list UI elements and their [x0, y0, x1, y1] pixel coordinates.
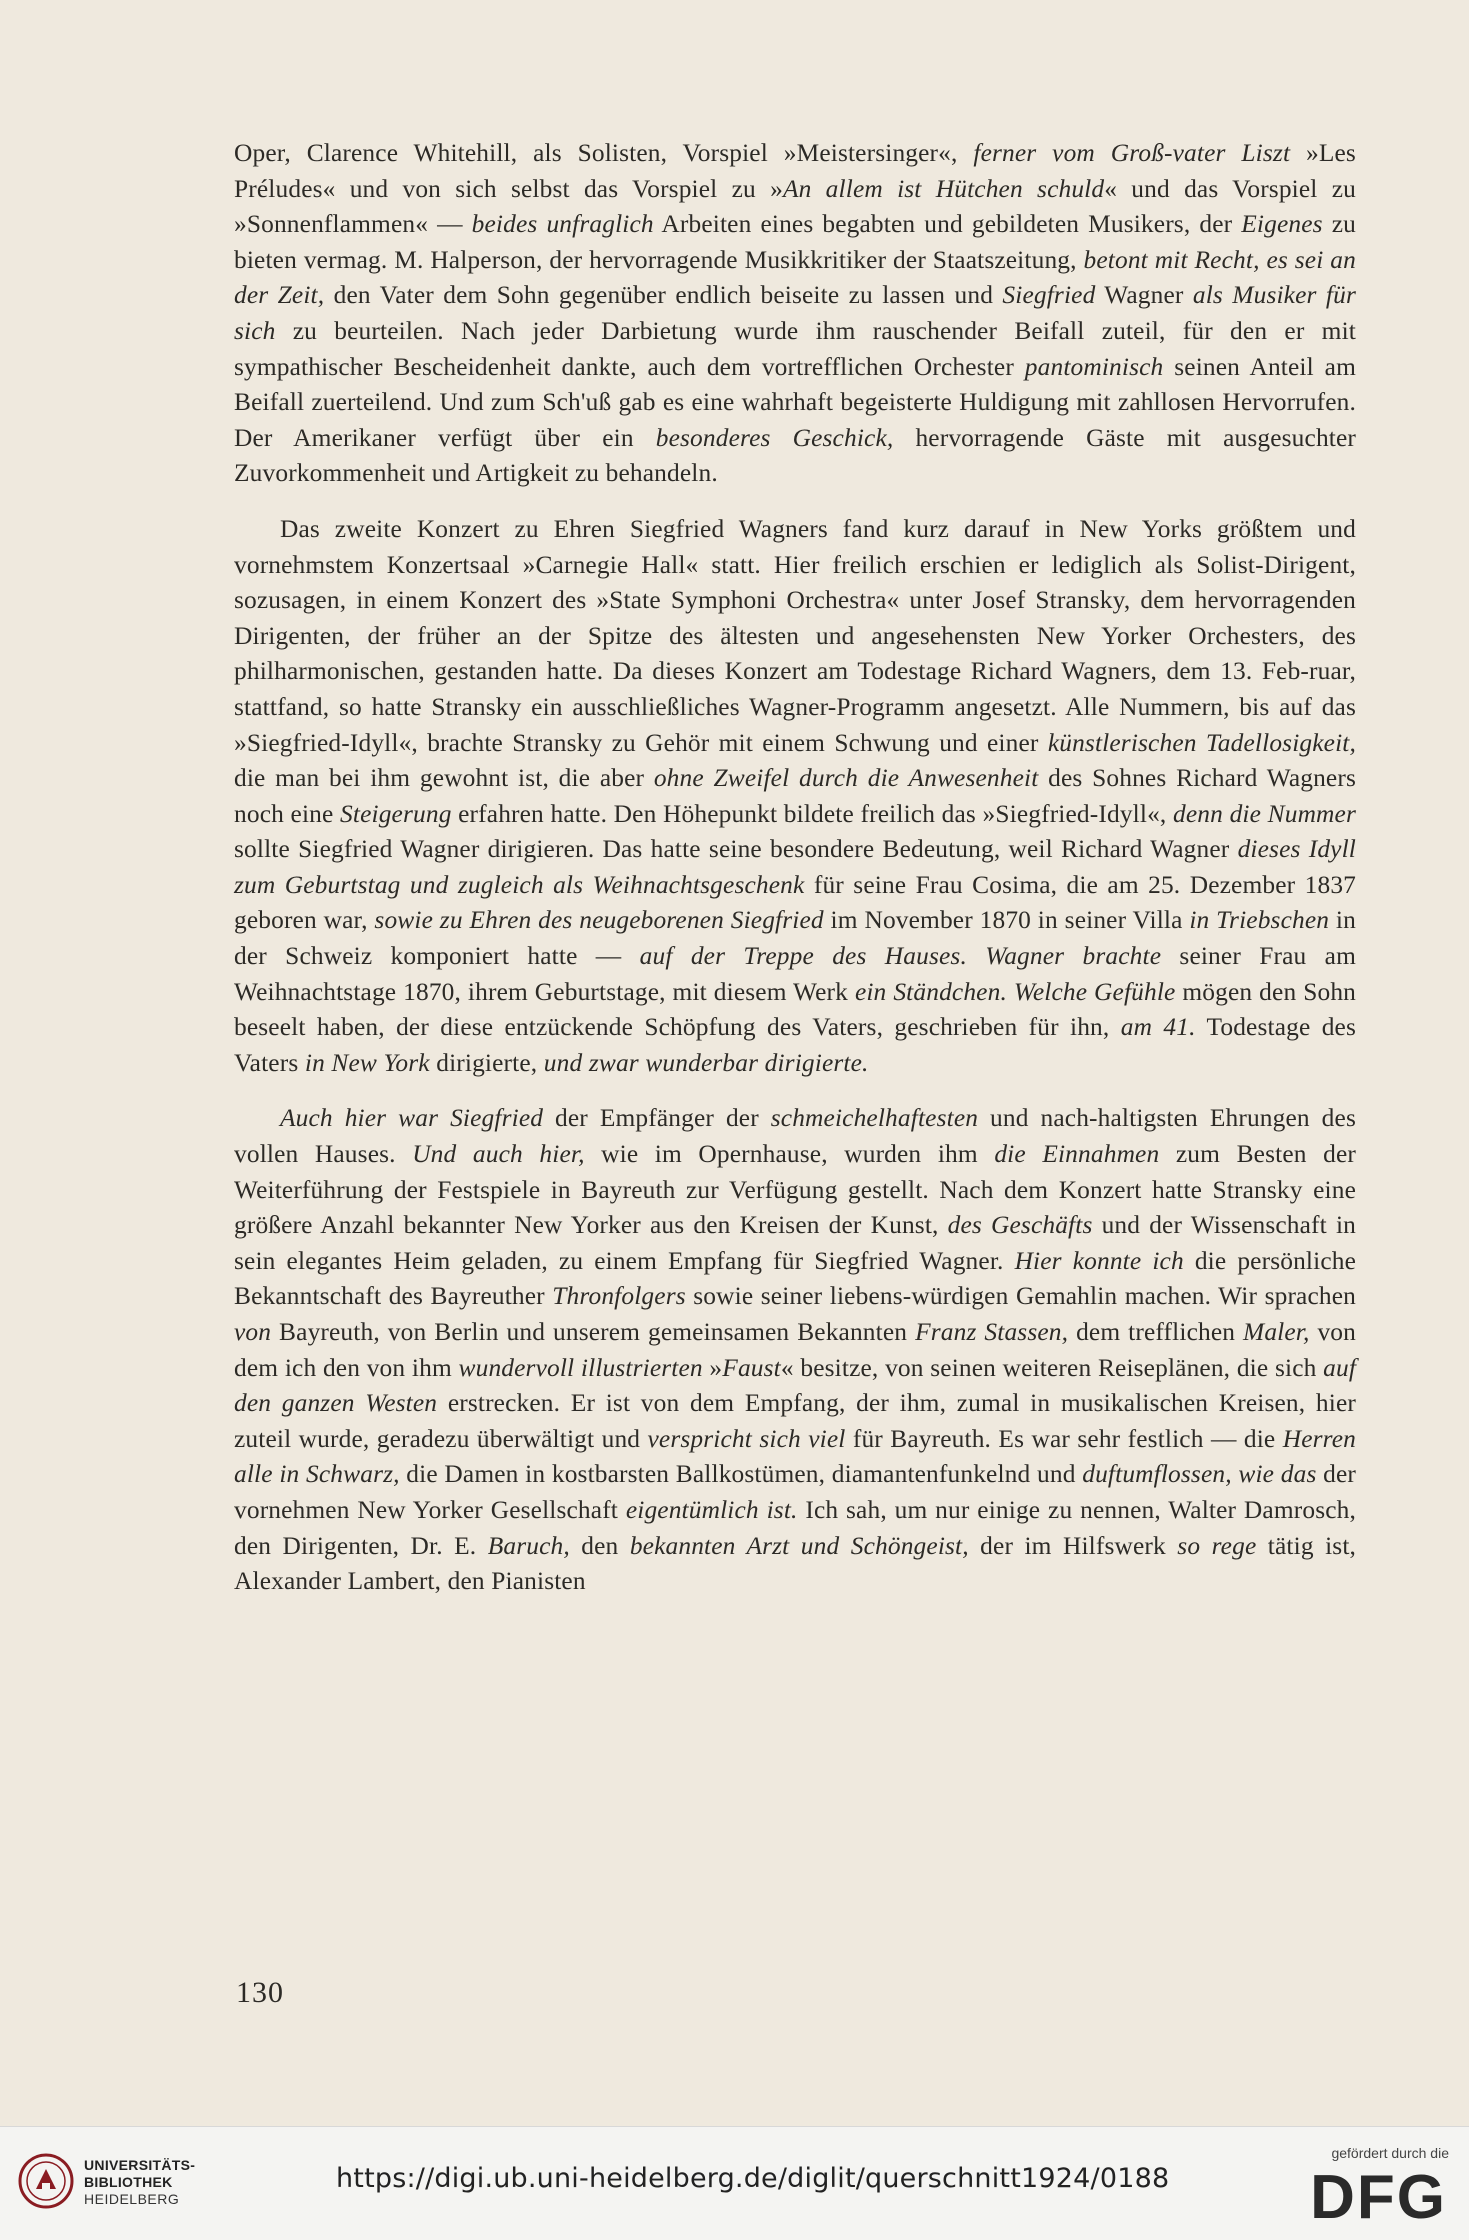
library-name-line-2: BIBLIOTHEK — [84, 2174, 173, 2190]
italic-text-segment: An allem ist Hütchen schuld — [782, 174, 1105, 203]
italic-text-segment: so rege — [1177, 1531, 1257, 1560]
italic-text-segment: von — [234, 1318, 272, 1346]
paragraph-1 — [234, 136, 1356, 492]
italic-text-segment: die Einnahmen — [994, 1140, 1160, 1169]
italic-text-segment: Faust — [722, 1353, 781, 1382]
italic-text-segment: duftumflossen, wie das — [1082, 1460, 1317, 1489]
text-segment: tätig ist, Alexander Lambert, den Pianisten — [234, 1531, 1357, 1596]
italic-text-segment: eigentümlich ist. — [625, 1495, 798, 1524]
text-segment: zu bieten vermag. M. Halperson, der hervorragende Musikkritiker der Staatszeitung, — [234, 210, 1356, 274]
text-segment: seinen Anteil am Beifall zuerteilend. Und zum Sch'uß gab es eine wahrhaft begeisterte Huldigung mit zahllosen Hervorrufen. Der Amerikaner verfügt über ein — [234, 352, 1356, 452]
italic-text-segment: in New York — [304, 1048, 430, 1077]
text-segment: für Bayreuth. Es war sehr festlich — die — [845, 1424, 1283, 1453]
text-segment: den — [569, 1531, 630, 1560]
italic-text-segment: Auch hier war Siegfried — [280, 1104, 544, 1133]
library-name-line-1: UNIVERSITÄTS- — [84, 2157, 196, 2173]
italic-text-segment: besonderes Geschick, — [655, 423, 894, 452]
text-segment: sowie seiner liebens-würdigen Gemahlin machen. Wir sprachen — [685, 1282, 1356, 1311]
text-segment: dirigierte, — [429, 1048, 544, 1077]
text-segment: in der Schweiz komponiert hatte — — [234, 906, 1356, 971]
text-segment: für seine Frau Cosima, die am 25. Dezember 1837 geboren war, — [234, 870, 1357, 935]
library-name-line-3: HEIDELBERG — [84, 2191, 180, 2207]
text-segment: Oper, Clarence Whitehill, als Solisten, Vorspiel »Meistersinger«, — [234, 139, 974, 167]
italic-text-segment: bekannten Arzt und Schöngeist, — [629, 1531, 969, 1560]
text-segment: « besitze, von seinen weiteren Reiseplänen, die sich — [780, 1353, 1324, 1382]
italic-text-segment: Franz Stassen, — [915, 1318, 1069, 1346]
page-number: 130 — [236, 1976, 284, 2009]
italic-text-segment: auf der Treppe des Hauses. Wagner brachte — [639, 942, 1162, 971]
italic-text-segment: denn die Nummer — [1173, 799, 1356, 828]
viewer-footer — [0, 2126, 1469, 2240]
italic-text-segment: Siegfried — [1002, 281, 1096, 310]
text-segment: von dem ich den von ihm — [234, 1318, 1356, 1382]
text-segment: Todestage des Vaters — [234, 1013, 1356, 1077]
text-segment: hervorragende Gäste mit ausgesuchter Zuvorkommenheit und Artigkeit zu behandeln. — [234, 423, 1357, 488]
text-segment: Arbeiten eines begabten und gebildeten Musikers, der — [653, 210, 1242, 239]
italic-text-segment: am 41. — [1120, 1013, 1196, 1042]
italic-text-segment: ohne Zweifel durch die Anwesenheit — [653, 764, 1039, 793]
italic-text-segment: Baruch, — [487, 1531, 570, 1560]
paragraph-3 — [234, 1101, 1356, 1599]
text-segment: mögen den Sohn beseelt haben, der diese entzückende Schöpfung des Vaters, geschrieben für ihn, — [234, 977, 1357, 1042]
text-segment: der Empfänger der — [543, 1104, 771, 1133]
italic-text-segment: Steigerung — [340, 799, 452, 828]
italic-text-segment: als Musiker für sich — [234, 281, 1356, 345]
italic-text-segment: betont mit Recht, es sei an der Zeit, — [234, 245, 1356, 310]
text-segment: der vornehmen New Yorker Gesellschaft — [234, 1460, 1357, 1524]
text-segment: die Damen in kostbarsten Ballkostümen, diamantenfunkelnd und — [399, 1460, 1083, 1489]
italic-text-segment: sowie zu Ehren des neugeborenen Siegfried — [374, 906, 824, 935]
italic-text-segment: künstlerischen Tadellosigkeit, — [1047, 728, 1356, 757]
text-segment: im November 1870 in seiner Villa — [823, 906, 1190, 935]
text-segment: erfahren hatte. Den Höhepunkt bildete freilich das »Siegfried-Idyll«, — [451, 799, 1174, 828]
italic-text-segment: und zwar wunderbar dirigierte. — [543, 1048, 869, 1077]
university-seal-icon — [18, 2153, 74, 2209]
text-segment: des Sohnes Richard Wagners noch eine — [234, 764, 1356, 828]
italic-text-segment: wundervoll illustrierten — [458, 1353, 703, 1382]
text-segment: Bayreuth, von Berlin und unserem gemeinsamen Bekannten — [271, 1318, 916, 1346]
text-segment: »Les Préludes« und von sich selbst das Vorspiel zu » — [234, 139, 1356, 203]
italic-text-segment: ferner vom Groß-vater Liszt — [973, 139, 1291, 167]
text-segment: die man bei ihm gewohnt ist, die aber — [234, 764, 654, 793]
text-segment: seiner Frau am Weihnachtstage 1870, ihrem Geburtstage, mit diesem Werk — [234, 942, 1356, 1006]
text-segment: der im Hilfswerk — [968, 1531, 1178, 1560]
italic-text-segment: verspricht sich viel — [647, 1424, 846, 1453]
italic-text-segment: in Triebschen — [1189, 906, 1330, 935]
text-segment: wie im Opernhause, wurden ihm — [584, 1140, 995, 1169]
text-segment: Ich sah, um nur einige zu nennen, Walter Damrosch, den Dirigenten, Dr. E. — [234, 1495, 1356, 1560]
italic-text-segment: auf den ganzen Westen — [234, 1353, 1357, 1418]
italic-text-segment: pantominisch — [1024, 352, 1164, 381]
text-segment: zu beurteilen. Nach jeder Darbietung wurde ihm rauschender Beifall zuteil, für den er mit sympathischer Bescheidenheit dankte, auch dem vortrefflichen Orchester — [234, 316, 1356, 381]
text-segment: « und das Vorspiel zu »Sonnenflammen« — — [234, 174, 1357, 239]
italic-text-segment: Hier konnte ich — [1014, 1246, 1184, 1275]
dfg-logo: DFG — [1310, 2163, 1447, 2232]
italic-text-segment: des Geschäfts — [947, 1211, 1093, 1240]
italic-text-segment: Maler, — [1243, 1318, 1310, 1346]
text-segment: und der Wissenschaft in sein elegantes Heim geladen, zu einem Empfang für Siegfried Wagner. — [234, 1211, 1356, 1275]
text-segment: » — [702, 1353, 723, 1382]
paragraph-2 — [234, 512, 1356, 1082]
italic-text-segment: ein Ständchen. Welche Gefühle — [854, 977, 1176, 1006]
text-segment: zum Besten der Weiterführung der Festspiele in Bayreuth zur Verfügung gestellt. Nach dem Konzert hatte Stransky eine größere Anzahl bekannter New Yorker aus den Kreisen der Kunst, — [234, 1140, 1356, 1240]
italic-text-segment: dieses Idyll zum Geburtstag und zugleich als Weihnachtsgeschenk — [234, 835, 1356, 899]
text-segment: dem trefflichen — [1068, 1318, 1244, 1346]
italic-text-segment: beides unfraglich — [471, 210, 654, 239]
text-segment: die persönliche Bekanntschaft des Bayreuther — [234, 1246, 1357, 1311]
text-segment: den Vater dem Sohn gegenüber endlich beiseite zu lassen und — [324, 281, 1003, 310]
text-segment: Wagner — [1095, 281, 1193, 310]
text-segment: und nach-haltigsten Ehrungen des vollen Hauses. — [234, 1104, 1356, 1169]
page-body — [234, 136, 1356, 1620]
text-segment: Das zweite Konzert zu Ehren Siegfried Wagners fand kurz darauf in New Yorks größtem und vornehmstem Konzertsaal »Carnegie Hall« statt. Hier freilich erschien er lediglich als Solist-Dirigent, sozusagen, in einem Konzert des »State Symphoni Orchestra« unter Josef Stransky, dem hervorragenden Dirigenten, der früher an der Spitze des ältesten und angesehensten New Yorker Orchesters, des philharmonischen, gestanden hatte. Da dieses Konzert am Todestage Richard Wagners, dem 13. Feb-ruar, stattfand, so hatte Stransky ein ausschließliches Wagner-Programm angesetzt. Alle Nummern, bis auf das »Siegfried-Idyll«, brachte Stransky zu Gehör mit einem Schwung und einer — [234, 514, 1356, 757]
italic-text-segment: Thronfolgers — [552, 1282, 686, 1311]
text-segment: erstrecken. Er ist von dem Empfang, der ihm, zumal in musikalischen Kreisen, hier zuteil wurde, geradezu überwältigt und — [234, 1389, 1356, 1453]
library-name — [84, 2157, 195, 2208]
text-segment: sollte Siegfried Wagner dirigieren. Das hatte seine besondere Bedeutung, weil Richard Wagner — [234, 835, 1238, 864]
italic-text-segment: Und auch hier, — [412, 1140, 585, 1169]
italic-text-segment: Eigenes — [1241, 210, 1323, 239]
permalink-url[interactable]: https://digi.ub.uni-heidelberg.de/diglit/querschnitt1924/0188 — [336, 2163, 1170, 2194]
italic-text-segment: Herren alle in Schwarz, — [234, 1424, 1356, 1489]
italic-text-segment: schmeichelhaftesten — [770, 1104, 979, 1133]
funded-by-label: gefördert durch die — [1331, 2145, 1449, 2161]
